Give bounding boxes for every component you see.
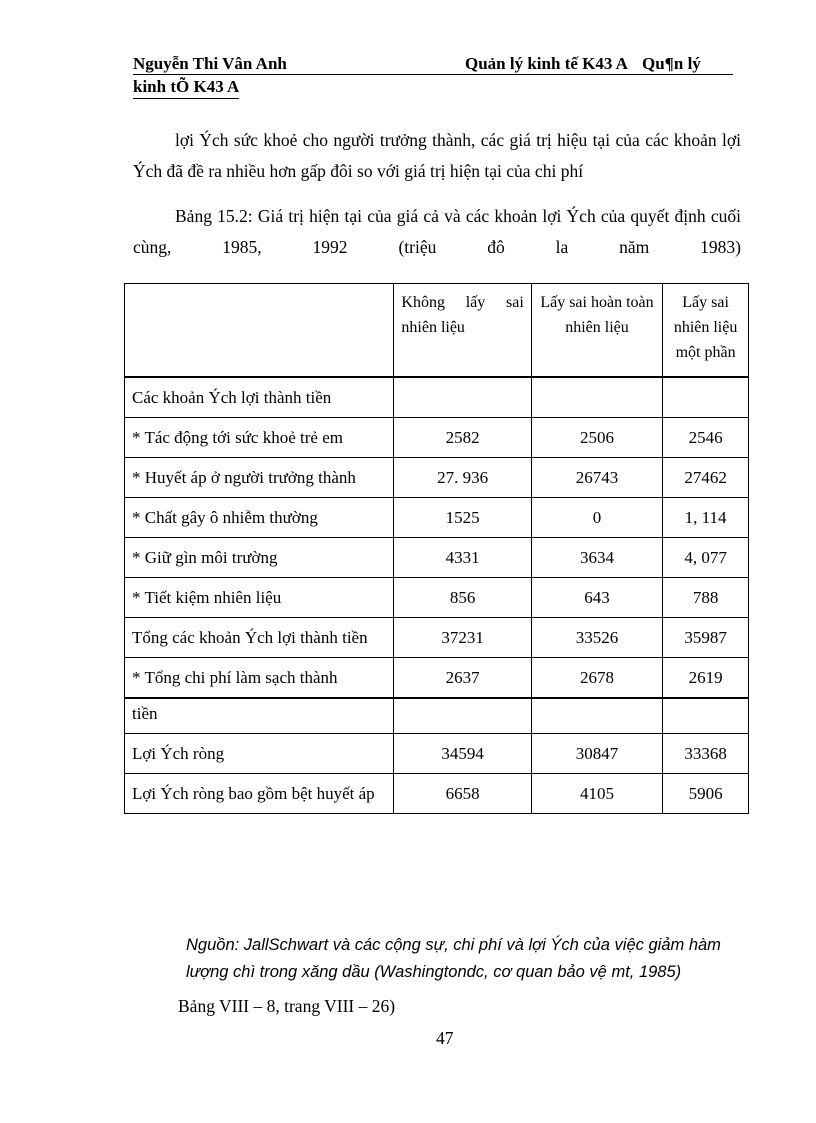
row-label: Các khoản Ých lợi thành tiền <box>125 377 394 418</box>
cell: 643 <box>531 578 662 618</box>
table-row <box>125 618 749 658</box>
cell: 2506 <box>531 418 662 458</box>
cell: 788 <box>663 578 749 618</box>
row-label: * Tác động tới sức khoẻ trẻ em <box>125 418 394 458</box>
cell <box>531 377 662 418</box>
table-row <box>125 774 749 814</box>
page-header <box>133 52 733 99</box>
cell: 4105 <box>531 774 662 814</box>
table-header-row <box>125 284 749 378</box>
source-note: Nguồn: JallSchwart và các cộng sự, chi phí và lợi Ých của việc giảm hàm lượng chì trong xăng dầu (Washingtondc, cơ quan bảo vệ mt, 1985) <box>186 936 721 981</box>
cell <box>394 698 531 734</box>
cell: 2678 <box>531 658 662 699</box>
cell: 2637 <box>394 658 531 699</box>
row-label: Lợi Ých ròng <box>125 734 394 774</box>
cell: 30847 <box>531 734 662 774</box>
data-table <box>124 283 749 814</box>
table-row <box>125 578 749 618</box>
row-label: * Huyết áp ở người trưởng thành <box>125 458 394 498</box>
row-label: * Giữ gìn môi trường <box>125 538 394 578</box>
header-course: Quản lý kinh tế K43 A <box>465 54 628 73</box>
table-row <box>125 658 749 699</box>
cell: 34594 <box>394 734 531 774</box>
cell: 2619 <box>663 658 749 699</box>
cell <box>663 377 749 418</box>
table-row <box>125 538 749 578</box>
cell: 2582 <box>394 418 531 458</box>
cell: 3634 <box>531 538 662 578</box>
cell: 26743 <box>531 458 662 498</box>
cell: 2546 <box>663 418 749 458</box>
cell: 33368 <box>663 734 749 774</box>
row-label: tiền <box>125 698 394 734</box>
table-row <box>125 377 749 418</box>
header-course-garbled: Qu¶n lý <box>642 54 701 73</box>
header-cell-full-fuel: Lấy sai hoàn toàn nhiên liệu <box>531 284 662 378</box>
header-cell-partial-fuel: Lấy sai nhiên liệu một phần <box>663 284 749 378</box>
table-row <box>125 418 749 458</box>
table-row <box>125 734 749 774</box>
table-row <box>125 458 749 498</box>
cell <box>531 698 662 734</box>
table-caption: Bảng 15.2: Giá trị hiện tại của giá cả và các khoản lợi Ých của quyết định cuối cùng, 1985, 1992 (triệu đô la năm 1983) <box>133 206 741 257</box>
cell: 1, 114 <box>663 498 749 538</box>
page-number: 47 <box>436 1028 454 1048</box>
body-paragraph: lợi Ých sức khoẻ cho người trưởng thành, các giá trị hiệu tại của các khoản lợi Ých đã đề ra nhiều hơn gấp đôi so với giá trị hiện tại của chi phí <box>133 130 741 181</box>
cell: 35987 <box>663 618 749 658</box>
cell: 27. 936 <box>394 458 531 498</box>
cell: 5906 <box>663 774 749 814</box>
cell <box>394 377 531 418</box>
header-line <box>133 52 733 75</box>
table-row <box>125 498 749 538</box>
cell: 33526 <box>531 618 662 658</box>
cell: 27462 <box>663 458 749 498</box>
cell <box>663 698 749 734</box>
row-label: * Tiết kiệm nhiên liệu <box>125 578 394 618</box>
cell: 856 <box>394 578 531 618</box>
cell: 6658 <box>394 774 531 814</box>
cell: 0 <box>531 498 662 538</box>
header-author: Nguyễn Thi Vân Anh <box>133 54 287 73</box>
source-reference: Bảng VIII – 8, trang VIII – 26) <box>178 996 396 1016</box>
header-cell-empty <box>125 284 394 378</box>
row-label: Tổng các khoản Ých lợi thành tiền <box>125 618 394 658</box>
header-cell-no-fuel: Không lấy sai nhiên liệu <box>394 284 531 378</box>
cell: 4, 077 <box>663 538 749 578</box>
table-row <box>125 698 749 734</box>
cell: 4331 <box>394 538 531 578</box>
row-label: * Tổng chi phí làm sạch thành <box>125 658 394 699</box>
header-course-garbled-2: kinh tÕ K43 A <box>133 75 239 99</box>
cell: 37231 <box>394 618 531 658</box>
cell: 1525 <box>394 498 531 538</box>
row-label: * Chất gây ô nhiễm thường <box>125 498 394 538</box>
row-label: Lợi Ých ròng bao gồm bệt huyết áp <box>125 774 394 814</box>
